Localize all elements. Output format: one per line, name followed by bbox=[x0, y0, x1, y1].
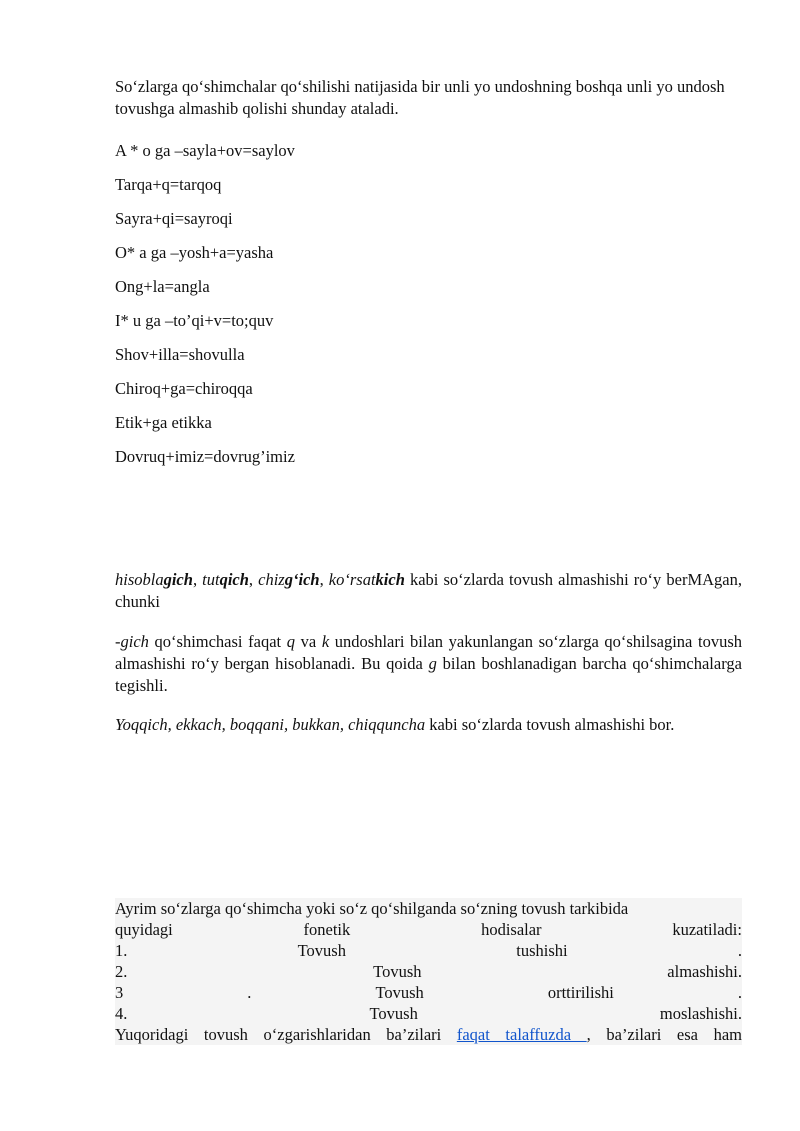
letter-q: q bbox=[286, 632, 295, 651]
example-line: Tarqa+q=tarqoq bbox=[115, 175, 222, 194]
letter-k: k bbox=[321, 632, 330, 651]
word: fonetik bbox=[303, 920, 351, 939]
example-line: Sayra+qi=sayroqi bbox=[115, 209, 233, 228]
word: Tovush bbox=[375, 983, 424, 1002]
list-number: 3 bbox=[115, 983, 124, 1002]
word-suffix: gich bbox=[163, 570, 193, 589]
paragraph-text: bilan boshlanadigan barcha qo‘shimchalarga tegishli. bbox=[115, 654, 742, 695]
paragraph-text: kabi so‘zlarda tovush almashishi bor. bbox=[425, 715, 675, 734]
word: Tovush bbox=[373, 962, 422, 981]
paragraph-text: undoshlari bilan yakunlangan so‘zlarga qo‘shilsagina tovush almashishi ro‘y bergan hisoblanadi. Bu qoida bbox=[115, 632, 743, 673]
word-part: ko‘rsat bbox=[328, 570, 376, 589]
word: . bbox=[737, 983, 742, 1002]
separator: , bbox=[248, 570, 259, 589]
section-line: Ayrim so‘zlarga qo‘shimcha yoki so‘z qo‘shilganda so‘zning tovush tarkibida bbox=[115, 899, 629, 918]
example-line: I* u ga –to’qi+v=to;quv bbox=[115, 311, 274, 330]
word: orttirilishi bbox=[547, 983, 614, 1002]
suffix-gich: -gich bbox=[115, 632, 149, 651]
word-part: hisobla bbox=[115, 570, 164, 589]
list-number: 1. bbox=[115, 941, 128, 960]
list-item bbox=[115, 982, 742, 1003]
list-item bbox=[115, 1003, 742, 1024]
paragraph-text: qo‘shimchasi faqat bbox=[148, 632, 287, 651]
section-line bbox=[115, 919, 742, 940]
word: Tovush bbox=[297, 941, 346, 960]
separator: , bbox=[319, 570, 329, 589]
example-line: Shov+illa=shovulla bbox=[115, 345, 245, 364]
example-line: Chiroq+ga=chiroqqa bbox=[115, 379, 253, 398]
list-number: 4. bbox=[115, 1004, 128, 1023]
list-number: 2. bbox=[115, 962, 128, 981]
word: almashishi. bbox=[667, 962, 742, 981]
word-suffix: g‘ich bbox=[284, 570, 320, 589]
list-item bbox=[115, 940, 742, 961]
word-suffix: qich bbox=[219, 570, 249, 589]
word-suffix: kich bbox=[375, 570, 405, 589]
paragraph-text: va bbox=[295, 632, 322, 651]
phonetic-phenomena-section bbox=[115, 898, 742, 1045]
paragraph-gich-rule bbox=[115, 631, 742, 697]
intro-paragraph: So‘zlarga qo‘shimchalar qo‘shilishi natijasida bir unli yo undoshning boshqa unli yo undosh tovushga almashib qolishi shunday ataladi. bbox=[115, 77, 725, 118]
paragraph-text: Yuqoridagi tovush o‘zgarishlaridan ba’zilari bbox=[115, 1025, 457, 1044]
example-line: Etik+ga etikka bbox=[115, 413, 212, 432]
section-line bbox=[115, 1024, 742, 1045]
paragraph-gich-words bbox=[115, 569, 742, 613]
word: Tovush bbox=[369, 1004, 418, 1023]
separator: , bbox=[192, 570, 203, 589]
word: . bbox=[737, 941, 742, 960]
word: hodisalar bbox=[481, 920, 542, 939]
example-line: A * o ga –sayla+ov=saylov bbox=[115, 141, 295, 160]
example-line: Ong+la=angla bbox=[115, 277, 210, 296]
list-item bbox=[115, 961, 742, 982]
word-part: chiz bbox=[258, 570, 285, 589]
talaffuz-link[interactable]: faqat talaffuzda bbox=[456, 1025, 587, 1044]
example-line: Dovruq+imiz=dovrug’imiz bbox=[115, 447, 295, 466]
word: moslashishi. bbox=[659, 1004, 742, 1023]
word-part: tut bbox=[202, 570, 220, 589]
paragraph-text: , ba’zilari esa ham bbox=[586, 1025, 742, 1044]
paragraph-text: kabi so‘zlarda tovush almashishi ro‘y berMAgan, chunki bbox=[115, 570, 742, 611]
letter-g: g bbox=[428, 654, 437, 673]
word: kuzatiladi: bbox=[672, 920, 742, 939]
word: quyidagi bbox=[115, 920, 173, 939]
example-words: Yoqqich, ekkach, boqqani, bukkan, chiqquncha bbox=[115, 715, 426, 734]
paragraph-examples-with-change bbox=[115, 714, 742, 736]
example-line: O* a ga –yosh+a=yasha bbox=[115, 243, 274, 262]
word: tushishi bbox=[516, 941, 568, 960]
word: . bbox=[247, 983, 252, 1002]
